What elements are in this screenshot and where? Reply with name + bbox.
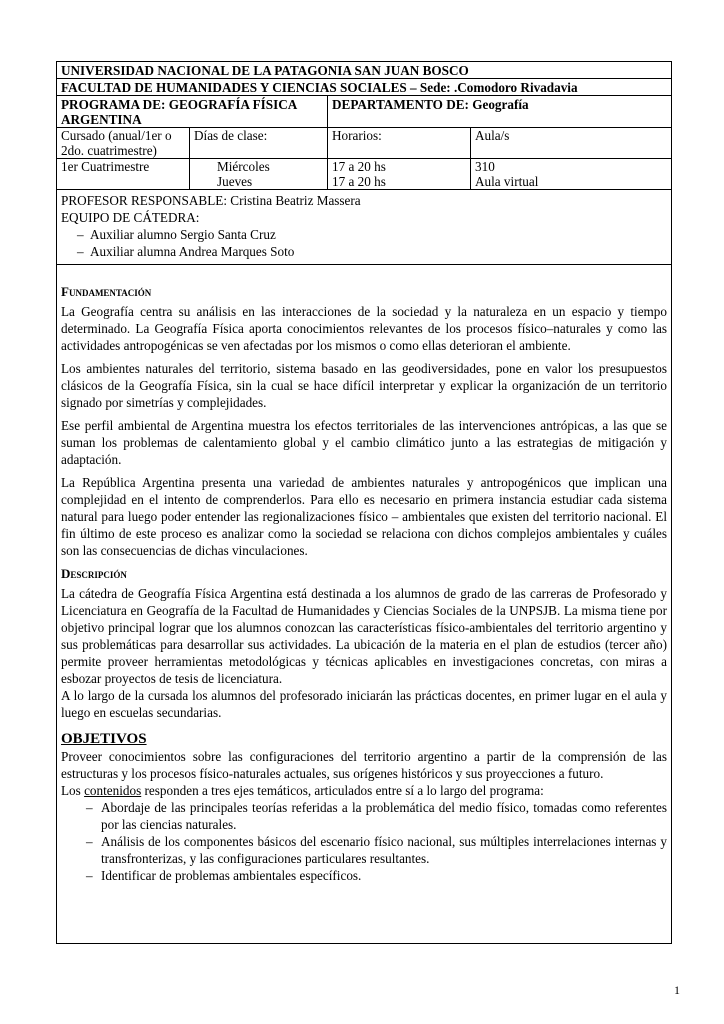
objetivos-item: – Análisis de los componentes básicos del escenario físico nacional, sus múltiples interrelaciones internas y transfronterizas, y las configuraciones particulares resultantes.: [61, 833, 667, 867]
department-title: DEPARTAMENTO DE: Geografía: [332, 97, 529, 112]
team-section: [57, 190, 671, 265]
schedule-row: [57, 159, 671, 190]
fundamentacion-heading: Fundamentación: [61, 284, 152, 299]
team-member: – Auxiliar alumna Andrea Marques Soto: [61, 243, 667, 260]
contents-word: contenidos: [84, 783, 142, 798]
program-title: PROGRAMA DE: GEOGRAFÍA FÍSICA ARGENTINA: [57, 96, 328, 127]
days-header: Días de clase:: [190, 128, 328, 158]
term-header: Cursado (anual/1er o 2do. cuatrimestre): [57, 128, 190, 158]
faculty-name: FACULTAD DE HUMANIDADES Y CIENCIAS SOCIALES – Sede: .Comodoro Rivadavia: [61, 80, 578, 95]
term-value: 1er Cuatrimestre: [57, 159, 190, 189]
descripcion-paragraph: A lo largo de la cursada los alumnos del profesorado iniciarán las prácticas docentes, en primer lugar en el aula y luego en escuelas secundarias.: [61, 688, 667, 720]
program-row: [57, 96, 671, 128]
fundamentacion-paragraph: La Geografía centra su análisis en las interacciones de la sociedad y la naturaleza en un espacio y tiempo determinado. La Geografía Física aporta conocimientos relevantes de los procesos físico–naturales y como las actividades antropogénicas se ven afectadas por los mismos o como ellas deterioran el ambiente.: [61, 304, 667, 353]
fundamentacion-paragraph: Los ambientes naturales del territorio, sistema basado en las geodiversidades, pone en valor los presupuestos clásicos de la Geografía Física, sin la cual se hace difícil interpretar y explicar la organización de un territorio signado por simetrías y complejidades.: [61, 361, 667, 410]
program-document: [56, 61, 672, 944]
team-list: [61, 226, 667, 260]
schedule-header-row: [57, 128, 671, 159]
day-1: Miércoles: [217, 159, 270, 174]
hours-header: Horarios:: [328, 128, 471, 158]
days-value: [190, 159, 328, 189]
fundamentacion-paragraph: La República Argentina presenta una variedad de ambientes naturales y antropogénicos que implican una complejidad en el intento de comprenderlos. Para ello es necesario en primera instancia estudiar cada sistema natural para luego poder entender las regionalizaciones físico – ambientales que existen del territorio nacional. El fin último de este proceso es analizar como la sociedad se relaciona con dichos complejos ambientales y cuáles son las consecuencias de dichas vinculaciones.: [61, 475, 667, 558]
hours-2: 17 a 20 hs: [332, 174, 386, 189]
contents-suffix: responden a tres ejes temáticos, articulados entre sí a lo largo del programa:: [141, 783, 544, 798]
rooms-value: [471, 159, 671, 189]
responsible-professor: PROFESOR RESPONSABLE: Cristina Beatriz Massera: [61, 193, 361, 208]
page-number: 1: [674, 983, 680, 997]
rooms-header: Aula/s: [475, 128, 510, 143]
objetivos-heading: OBJETIVOS: [61, 731, 147, 747]
objetivos-contents-line: [61, 782, 667, 799]
program-body: [57, 283, 671, 884]
day-2: Jueves: [217, 174, 253, 189]
objetivos-item: – Abordaje de las principales teorías referidas a la problemática del medio físico, tomadas como referentes por las ciencias naturales.: [61, 799, 667, 833]
descripcion-heading: Descripción: [61, 566, 127, 581]
fundamentacion-paragraph: Ese perfil ambiental de Argentina muestra los efectos territoriales de las intervenciones antrópicas, a las que se suman los problemas de calentamiento global y el cambio climático junto a las estrategias de mitigación y adaptación.: [61, 418, 667, 467]
faculty-row: [57, 79, 671, 96]
university-row: [57, 62, 671, 79]
team-label: EQUIPO DE CÁTEDRA:: [61, 210, 200, 225]
descripcion-paragraph: La cátedra de Geografía Física Argentina está destinada a los alumnos de grado de las carreras de Profesorado y Licenciatura en Geografía de la Facultad de Humanidades y Ciencias Sociales de la UNPSJB. La misma tiene por objetivo principal lograr que los alumnos conozcan las características físico-ambientales del territorio argentino y sus problemáticas para desarrollar sus actividades. La ubicación de la materia en el plan de estudios (tercer año) permite proveer herramientas metodológicas y técnicas aplicables en investigaciones concretas, con miras a esbozar proyectos de tesis de licenciatura.: [61, 586, 667, 686]
contents-prefix: Los: [61, 783, 85, 798]
hours-1: 17 a 20 hs: [332, 159, 386, 174]
objetivos-item: – Identificar de problemas ambientales específicos.: [61, 867, 667, 884]
team-member: – Auxiliar alumno Sergio Santa Cruz: [61, 226, 667, 243]
university-name: UNIVERSIDAD NACIONAL DE LA PATAGONIA SAN JUAN BOSCO: [61, 63, 469, 78]
objetivos-intro: Proveer conocimientos sobre las configuraciones del territorio argentino a partir de la comprensión de las estructuras y los procesos físico-naturales actuales, sus orígenes históricos y sus proyecciones a futuro.: [61, 749, 667, 781]
room-1: 310: [475, 159, 495, 174]
hours-value: [328, 159, 471, 189]
objetivos-list: [61, 799, 667, 884]
room-2: Aula virtual: [475, 174, 539, 189]
